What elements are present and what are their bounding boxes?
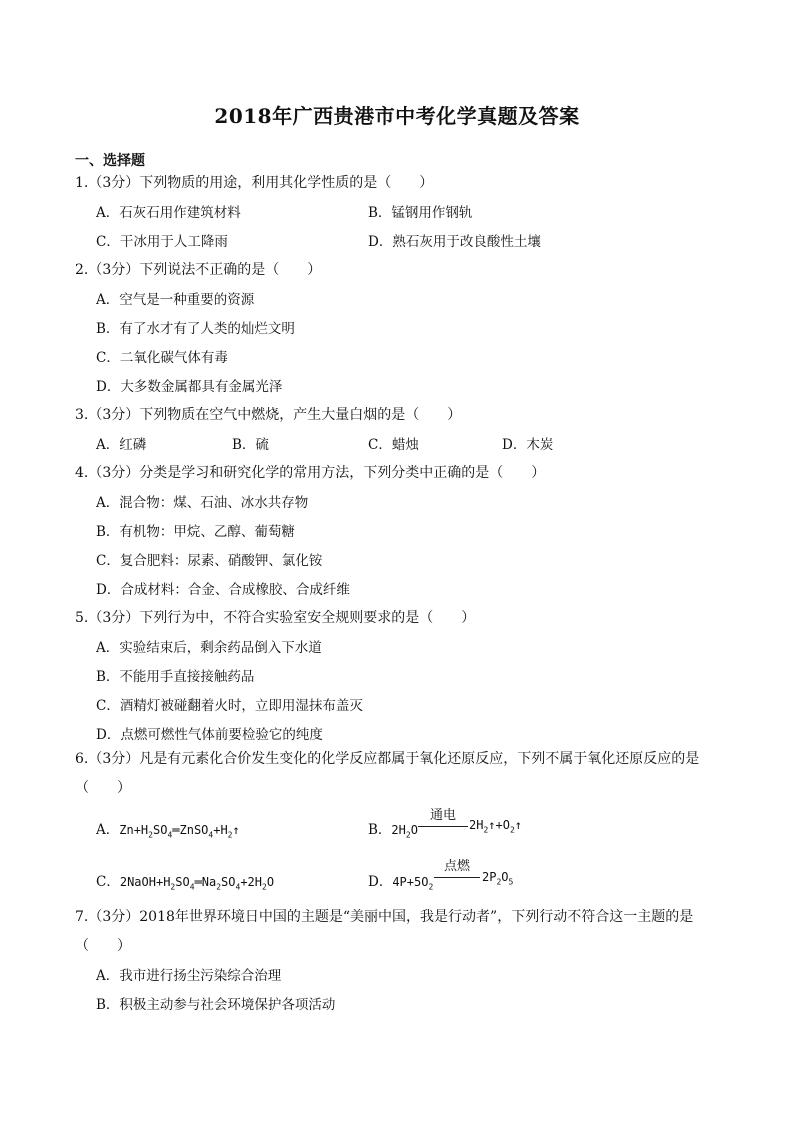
question-6-stem: 6.（3分）凡是有元素化合价发生变化的化学反应都属于氧化还原反应，下列不属于氧化还原反应的是（ ）: [75, 751, 700, 796]
question-6-option-a: [96, 818, 240, 839]
equation-b-products: $2H_2↑+O_2↑$: [469, 818, 523, 835]
question-4-option-d: D．合成材料：合金、合成橡胶、合成纤维: [96, 582, 350, 598]
option-label: C．: [96, 874, 120, 890]
reaction-arrow-line: [434, 877, 480, 878]
equation-b-reactant: $2H_2O$: [391, 823, 418, 840]
question-2-option-a: A．空气是一种重要的资源: [96, 292, 255, 308]
equation-d-product: $2P_2O_5$: [482, 870, 514, 887]
question-4-option-a: A．混合物：煤、石油、冰水共存物: [96, 495, 309, 511]
reaction-arrow-line: [418, 826, 468, 827]
question-3-option-d: D．木炭: [502, 437, 554, 453]
question-3-option-c: C．蜡烛: [368, 437, 419, 453]
question-4-stem: 4.（3分）分类是学习和研究化学的常用方法，下列分类中正确的是（ ）: [75, 465, 546, 481]
question-3-stem: 3.（3分）下列物质在空气中燃烧，产生大量白烟的是（ ）: [75, 407, 462, 423]
question-2-stem: 2.（3分）下列说法不正确的是（ ）: [75, 262, 322, 278]
reaction-condition-electrolysis: 通电: [429, 808, 456, 823]
question-2-option-d: D．大多数金属都具有金属光泽: [96, 379, 283, 395]
question-3-option-b: B．硫: [232, 437, 269, 453]
page-title: 2018年广西贵港市中考化学真题及答案: [214, 104, 580, 128]
question-1-option-d: D．熟石灰用于改良酸性土壤: [368, 234, 541, 250]
question-1-option-a: A．石灰石用作建筑材料: [96, 205, 241, 221]
question-1-stem: 1.（3分）下列物质的用途，利用其化学性质的是（ ）: [75, 175, 434, 191]
question-6-option-d: [368, 870, 433, 891]
question-7-option-b: B．积极主动参与社会环境保护各项活动: [96, 997, 336, 1013]
question-6-option-b: [368, 818, 418, 839]
question-5-option-d: D．点燃可燃性气体前要检验它的纯度: [96, 727, 323, 743]
equation-c: $2NaOH+H_2SO_4═Na_2SO_4+2H_2O$: [119, 875, 275, 892]
question-4-option-b: B．有机物：甲烷、乙醇、葡萄糖: [96, 524, 295, 540]
question-1-option-b: B．锰钢用作钢轨: [368, 205, 473, 221]
question-4-option-c: C．复合肥料：尿素、硝酸钾、氯化铵: [96, 553, 323, 569]
question-5-stem: 5.（3分）下列行为中，不符合实验室安全规则要求的是（ ）: [75, 610, 476, 626]
option-label: D．: [368, 874, 393, 890]
question-5-option-b: B．不能用手直接接触药品: [96, 669, 255, 685]
section-heading: 一、选择题: [75, 153, 145, 169]
question-7-option-a: A．我市进行扬尘污染综合治理: [96, 968, 282, 984]
reaction-condition-ignition: 点燃: [443, 859, 470, 874]
option-label: A．: [96, 822, 120, 838]
option-label: B．: [368, 822, 392, 838]
question-7-stem: 7.（3分）2018年世界环境日中国的主题是“美丽中国，我是行动者”，下列行动不符合这一主题的是（ ）: [75, 909, 694, 954]
equation-d-reactants: $4P+5O_2$: [392, 875, 434, 892]
question-5-option-a: A．实验结束后，剩余药品倒入下水道: [96, 640, 322, 656]
question-1-option-c: C．干冰用于人工降雨: [96, 234, 228, 250]
question-2-option-c: C．二氧化碳气体有毒: [96, 350, 228, 366]
question-2-option-b: B．有了水才有了人类的灿烂文明: [96, 321, 295, 337]
question-5-option-c: C．酒精灯被碰翻着火时，立即用湿抹布盖灭: [96, 698, 363, 714]
question-3-option-a: A．红磷: [96, 437, 147, 453]
equation-a: $Zn+H_2SO_4═ZnSO_4+H_2↑$: [119, 823, 240, 840]
question-6-option-c: [96, 870, 274, 891]
